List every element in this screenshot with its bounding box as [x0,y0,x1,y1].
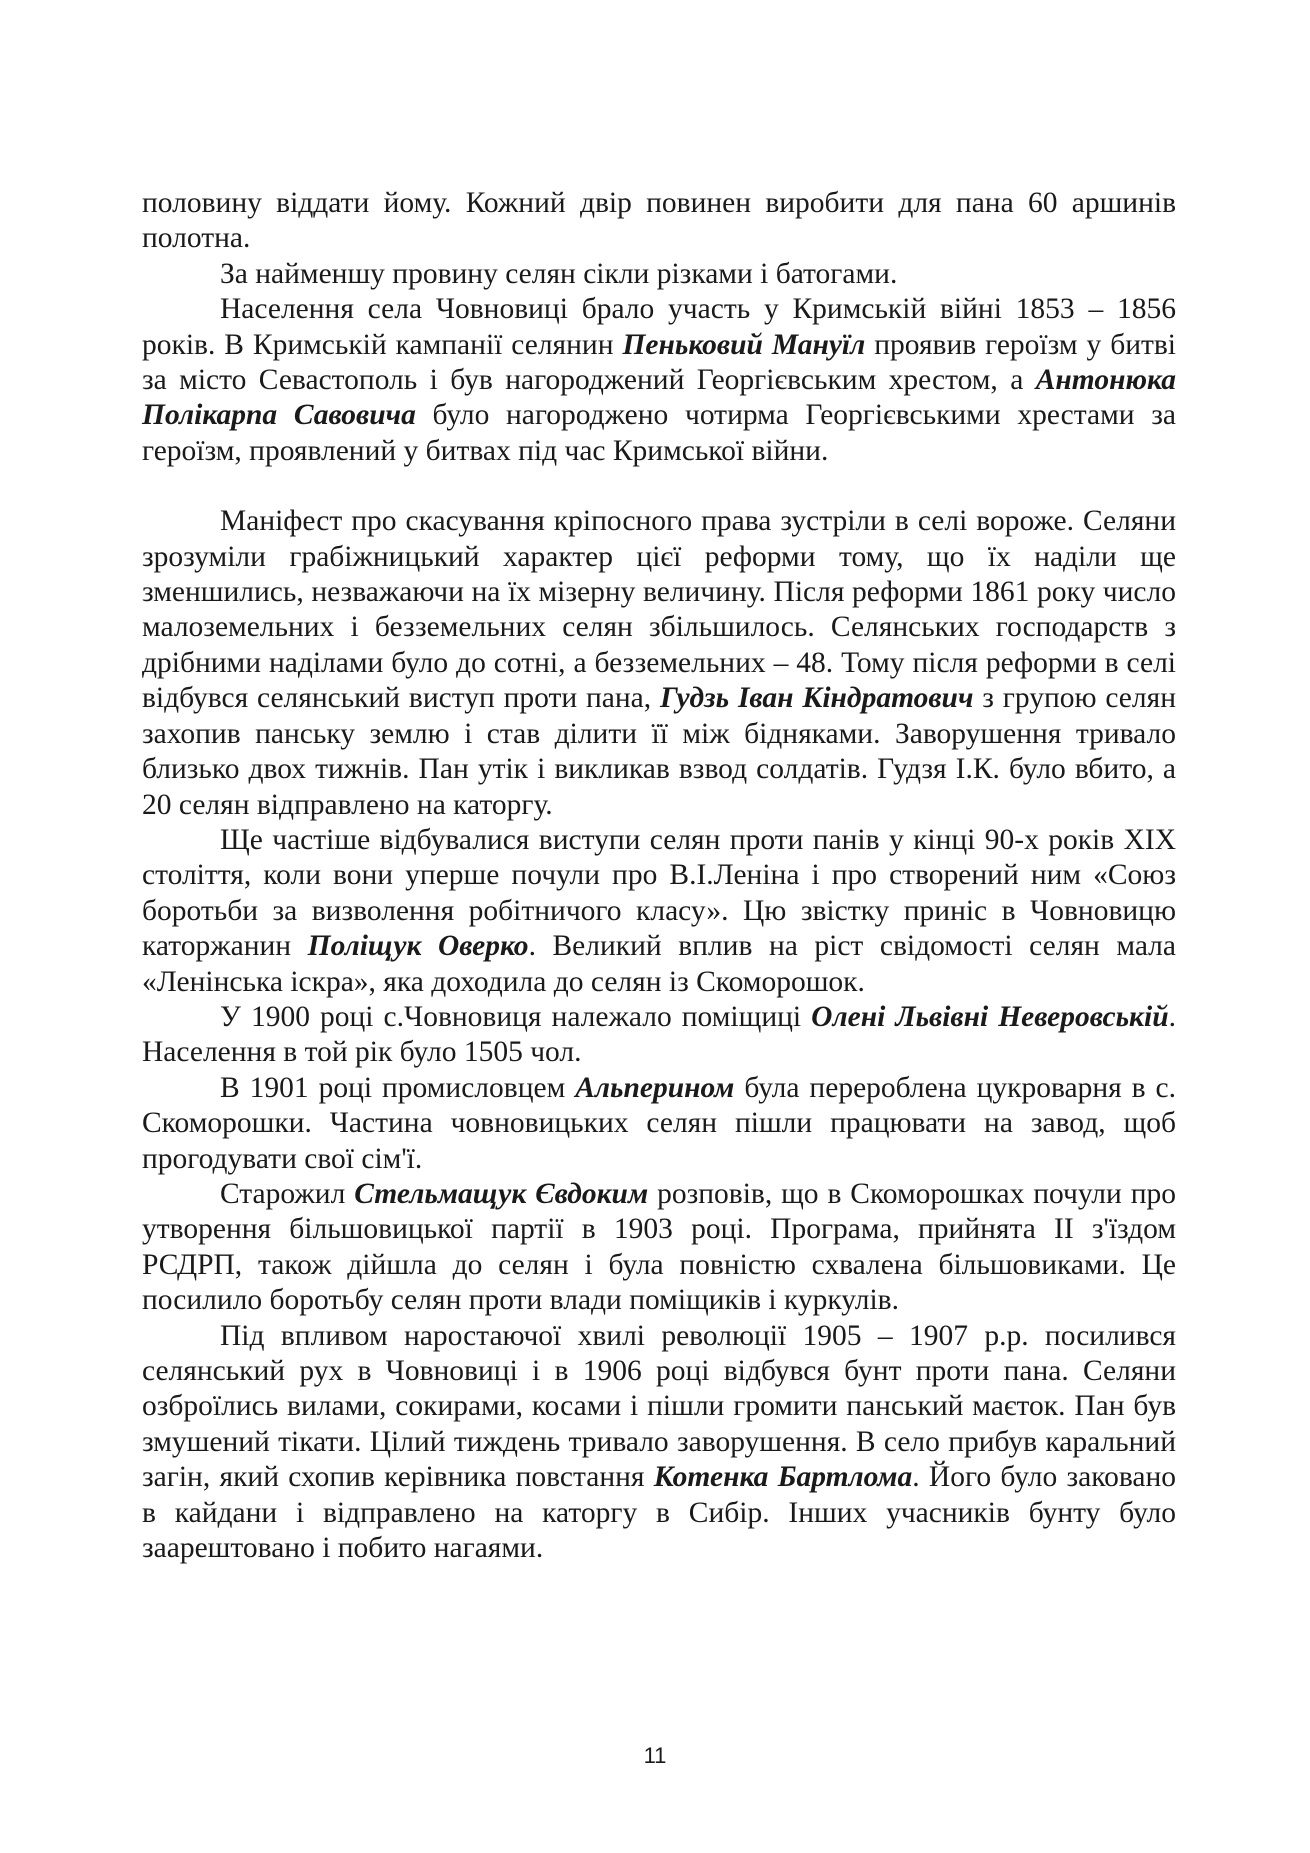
paragraph [142,1000,1176,1071]
paragraph [142,504,1176,823]
paragraph-text: . Його було заковано в кайдани і відправлено на каторгу в Сибір. Інших учасників бунту було заарештовано і побито нагаями. [142,1461,1177,1565]
person-name: Пеньковий Мануїл [622,328,866,361]
paragraph-text: Старожил [220,1177,355,1210]
paragraph-text: Ще частіше відбувалися виступи селян проти панів у кінці 90-х років XIX століття, коли вони уперше почули про В.І.Леніна і про створений ним «Союз боротьби за визволення робітничого класу». Цю звістку приніс в Човновицю каторжанин [142,823,1176,963]
paragraph-text: проявив героїзм у битві за місто Севастополь і був нагороджений Георгієвським хрестом, а [142,328,1177,397]
paragraph [142,1177,1176,1319]
person-name: Антонюка Полікарпа Савовича [142,364,1176,432]
person-name: Альперином [575,1071,735,1104]
person-name: Стельмащук Євдоким [354,1177,649,1210]
person-name: Котенка Бартлома [653,1461,913,1494]
paragraph-text: . Населення в той рік було 1505 чол. [142,1000,1176,1069]
person-name: Поліщук Оверко [307,930,529,963]
paragraph-text: з групою селян захопив панську землю і став ділити її між бідняками. Заворушення тривало близько двох тижнів. Пан утік і викликав взвод солдатів. Гудзя І.К. було вбито, а 20 селян відправлено на каторгу. [142,682,1176,821]
paragraph-text: половину віддати йому. Кожний двір повинен виробити для пана 60 аршинів полотна. [142,187,1176,255]
person-name: Гудзь Іван Кіндратович [659,682,974,715]
paragraph-text: Під впливом наростаючої хвилі революції 1905 – 1907 р.р. посилився селянський рух в Човновиці і в 1906 році відбувся бунт проти пана. Селяни озброїлись вилами, сокирами, косами і пішли громити панський маєток. Пан був змушений тікати. Цілий тиждень тривало заворушення. В село прибув каральний загін, який схопив керівника повстання [142,1319,1176,1494]
paragraph-text: За найменшу провину селян сікли різками і батогами. [220,257,898,290]
person-name: Олені Львівні Неверовській [811,1000,1169,1033]
body-text [142,186,1176,1566]
paragraph-text: Населення села Човновиці брало участь у Кримській війні 1853 – 1856 років. В Кримській кампанії селянин [142,293,1176,361]
paragraph [142,186,1176,257]
paragraph-text: Маніфест про скасування кріпосного права зустріли в селі вороже. Селяни зрозуміли грабіжницький характер цієї реформи тому, що їх наділи ще зменшились, незважаючи на їх мізерну величину. Після реформи 1861 року число малоземельних і безземельних селян збільшилось. Селянських господарств з дрібними наділами було до сотні, а безземельних – 48. Тому після реформи в селі відбувся селянський виступ проти пана, [142,505,1176,715]
paragraph-text: було нагороджено чотирма Георгієвськими хрестами за героїзм, проявлений у битвах під час Кримської війни. [142,399,1176,467]
paragraph-text: розповів, що в Скоморошках почули про утворення більшовицької партії в 1903 році. Програма, прийнята II з'їздом РСДРП, також дійшла до селян і була повністю схвалена більшовиками. Це посилило боротьбу селян проти влади поміщиків і куркулів. [142,1177,1176,1317]
paragraph [142,1071,1176,1177]
page-number: 11 [643,1743,667,1768]
paragraph [142,292,1176,469]
paragraph-text: була перероблена цукроварня в с. Скоморошки. Частина човновицьких селян пішли працювати на завод, щоб прогодувати свої сім'ї. [142,1071,1176,1175]
paragraph-text: . Великий вплив на ріст свідомості селян мала «Ленінська іскра», яка доходила до селян із Скоморошок. [142,930,1176,998]
paragraph-text: У 1900 році с.Човновиця належало поміщиці [220,1000,812,1033]
paragraph [142,1319,1176,1567]
paragraph [142,823,1176,1000]
paragraph [142,257,1176,292]
paragraph-text: В 1901 році промисловцем [220,1071,576,1104]
